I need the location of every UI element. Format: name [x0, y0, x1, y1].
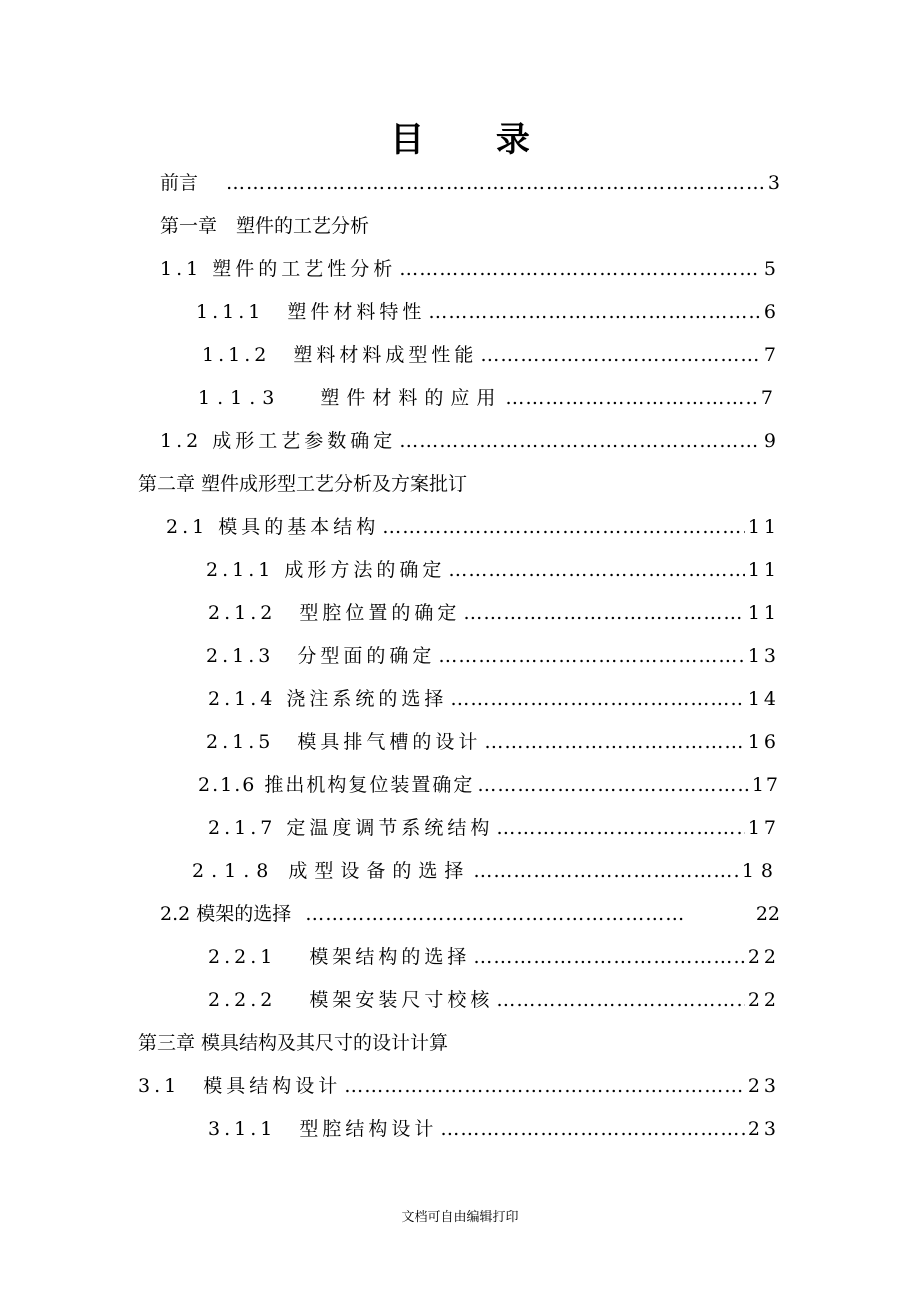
toc-chapter-2[interactable] [138, 469, 780, 499]
toc-entry-label: 3.1.1 型腔结构设计 [208, 1118, 438, 1140]
toc-dot-leader [496, 985, 744, 1015]
toc-entry-page: 7 [760, 387, 780, 409]
toc-entry[interactable] [208, 684, 780, 714]
toc-entry[interactable] [196, 297, 780, 327]
toc-dot-leader [463, 598, 744, 628]
toc-entry-page: 22 [755, 903, 780, 925]
toc-entry-page: 11 [747, 559, 780, 581]
toc-entry-preface[interactable] [160, 168, 780, 198]
toc-entry-label: 2.1.7 定温度调节系统结构 [208, 817, 494, 839]
toc-dot-leader [399, 426, 761, 456]
toc-entry[interactable] [198, 770, 780, 800]
toc-entry-label: 2.2.1 模架结构的选择 [208, 946, 471, 968]
toc-entry-page: 23 [747, 1118, 780, 1140]
toc-entry-label: 前言 [160, 172, 199, 194]
toc-dot-leader [484, 727, 744, 757]
toc-entry-page: 11 [747, 602, 780, 624]
toc-entry-label: 1.1 塑件的工艺性分析 [160, 258, 397, 280]
toc-entry-label: 2.1.4 浇注系统的选择 [208, 688, 448, 710]
toc-dot-leader [477, 770, 748, 800]
toc-entry-label: 2.1.3 分型面的确定 [206, 645, 436, 667]
toc-entry-page: 9 [763, 430, 780, 452]
toc-dot-leader [344, 1071, 745, 1101]
toc-entry-label: 2.2 模架的选择 [160, 903, 292, 925]
toc-entry[interactable] [160, 899, 780, 929]
toc-dot-leader [473, 942, 744, 972]
toc-chapter-1[interactable] [160, 211, 780, 241]
toc-chapter-3[interactable] [138, 1028, 780, 1058]
toc-entry-label: 第一章 塑件的工艺分析 [160, 215, 370, 237]
toc-entry[interactable] [206, 727, 780, 757]
toc-entry-label: 2.1.6 推出机构复位装置确定 [198, 774, 475, 796]
toc-entry-label: 1.1.3 塑件材料的应用 [198, 387, 503, 409]
toc-entry-label: 2.1.1 成形方法的确定 [206, 559, 446, 581]
toc-entry-label: 3.1 模具结构设计 [138, 1075, 342, 1097]
toc-entry-label: 第三章 模具结构及其尺寸的设计计算 [138, 1032, 449, 1054]
toc-entry[interactable] [202, 340, 780, 370]
toc-entry-page: 6 [763, 301, 780, 323]
toc-entry-page: 16 [747, 731, 780, 753]
toc-entry-page: 13 [747, 645, 780, 667]
toc-entry[interactable] [206, 641, 780, 671]
toc-entry[interactable] [206, 555, 780, 585]
toc-entry-label: 2.1.2 型腔位置的确定 [208, 602, 461, 624]
toc-dot-leader [399, 254, 761, 284]
toc-dot-leader [226, 168, 765, 198]
toc-entry-page: 18 [741, 860, 780, 882]
toc-entry[interactable] [192, 856, 780, 886]
toc-dot-leader [450, 684, 744, 714]
toc-dot-leader [448, 555, 744, 585]
toc-entry[interactable] [208, 985, 780, 1015]
toc-entry-label: 第二章 塑件成形型工艺分析及方案批订 [138, 473, 468, 495]
toc-entry-label: 1.2 成形工艺参数确定 [160, 430, 397, 452]
toc-entry-page: 17 [751, 774, 780, 796]
toc-entry-page: 22 [747, 989, 780, 1011]
toc-entry-page: 3 [767, 172, 780, 194]
page-footer: 文档可自由编辑打印 [401, 1210, 519, 1225]
toc-title: 目 录 [390, 120, 560, 160]
toc-entry[interactable] [138, 1071, 780, 1101]
toc-dot-leader [428, 297, 761, 327]
toc-entry-page: 17 [747, 817, 780, 839]
toc-dot-leader [473, 856, 738, 886]
toc-entry-page: 11 [747, 516, 780, 538]
toc-dot-leader [305, 899, 684, 929]
toc-entry[interactable] [166, 512, 780, 542]
toc-entry-label: 2.2.2 模架安装尺寸校核 [208, 989, 494, 1011]
toc-entry-page: 23 [747, 1075, 780, 1097]
toc-entry-page: 22 [747, 946, 780, 968]
toc-entry-label: 2.1 模具的基本结构 [166, 516, 380, 538]
toc-entry[interactable] [208, 1114, 780, 1144]
toc-entry-page: 7 [763, 344, 780, 366]
toc-dot-leader [505, 383, 758, 413]
toc-dot-leader [382, 512, 745, 542]
toc-entry[interactable] [208, 813, 780, 843]
toc-entry-label: 2.1.5 模具排气槽的设计 [206, 731, 482, 753]
toc-entry[interactable] [208, 598, 780, 628]
toc-entry[interactable] [208, 942, 780, 972]
toc-dot-leader [480, 340, 761, 370]
toc-entry-page: 14 [747, 688, 780, 710]
toc-dot-leader [496, 813, 744, 843]
toc-entry[interactable] [198, 383, 780, 413]
toc-entry-label: 2.1.8 成型设备的选择 [192, 860, 471, 882]
toc-entry-label: 1.1.1 塑件材料特性 [196, 301, 426, 323]
toc-dot-leader [440, 1114, 744, 1144]
toc-entry[interactable] [160, 254, 780, 284]
toc-entry-label: 1.1.2 塑料材料成型性能 [202, 344, 478, 366]
toc-dot-leader [438, 641, 744, 671]
toc-entry[interactable] [160, 426, 780, 456]
toc-entry-page: 5 [763, 258, 780, 280]
